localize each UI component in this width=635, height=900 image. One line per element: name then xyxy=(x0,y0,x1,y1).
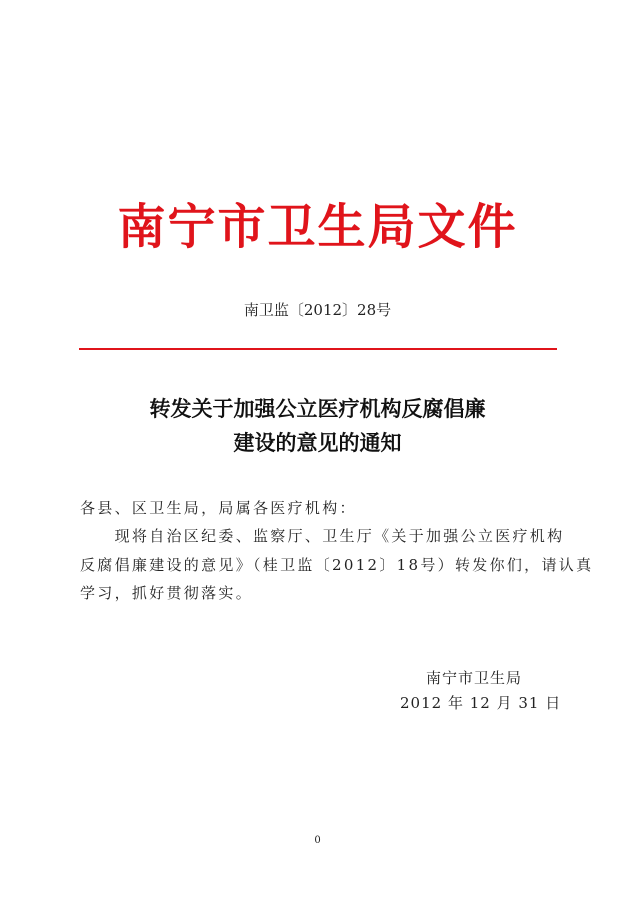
subject-line-1: 转发关于加强公立医疗机构反腐倡廉 xyxy=(149,396,486,421)
page-number: 0 xyxy=(314,835,321,846)
subject-line-2: 建设的意见的通知 xyxy=(233,430,402,455)
body-line: 反腐倡廉建设的意见》（桂卫监〔2012〕18号）转发你们，请认真 xyxy=(80,556,594,574)
red-divider xyxy=(79,348,557,350)
body-line: 学习，抓好贯彻落实。 xyxy=(80,584,254,602)
document-title: 南宁市卫生局文件 xyxy=(117,199,518,255)
document-number: 南卫监〔2012〕28号 xyxy=(243,301,392,319)
body-line: 现将自治区纪委、监察厅、卫生厅《关于加强公立医疗机构 xyxy=(80,527,565,545)
signature-org: 南宁市卫生局 xyxy=(426,669,523,687)
addressee: 各县、区卫生局，局属各医疗机构： xyxy=(80,499,357,517)
signature-date: 2012 年 12 月 31 日 xyxy=(400,694,562,712)
